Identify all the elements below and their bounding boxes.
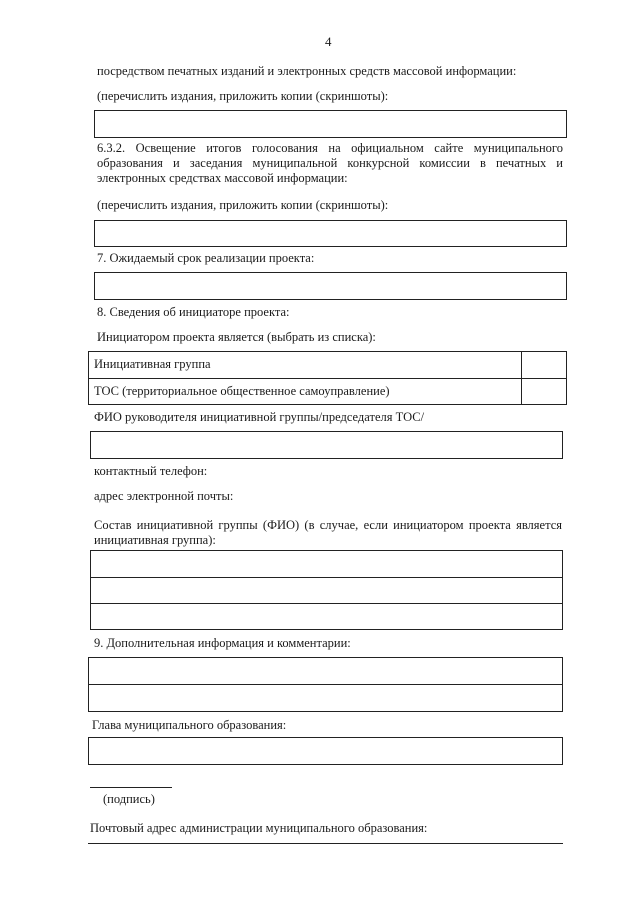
head-name-field[interactable] xyxy=(88,737,563,765)
leader-name-field[interactable] xyxy=(90,431,563,459)
group-member-row-1[interactable] xyxy=(91,551,562,576)
initiator-option-group: Инициативная группа xyxy=(94,357,211,371)
email-label: адрес электронной почты: xyxy=(94,489,234,503)
phone-label: контактный телефон: xyxy=(94,464,208,478)
initiator-option-tos: ТОС (территориальное общественное самоуправление) xyxy=(94,384,390,398)
list-hint-2: (перечислить издания, приложить копии (скриншоты): xyxy=(97,198,389,212)
initiator-prompt: Инициатором проекта является (выбрать из списка): xyxy=(97,330,376,344)
list-hint-1: (перечислить издания, приложить копии (скриншоты): xyxy=(97,89,389,103)
initiator-option-group-checkbox[interactable] xyxy=(522,352,566,377)
section-6-3-2-text: 6.3.2. Освещение итогов голосования на официальном сайте муниципального образования и заседания муниципальной конкурсной комиссии в печатных и электронных средствах массовой информации: xyxy=(97,141,563,185)
section-6-3-1-continuation: посредством печатных изданий и электронных средств массовой информации: xyxy=(97,64,517,78)
leader-label: ФИО руководителя инициативной группы/председателя ТОС/ xyxy=(94,410,425,424)
media-list-field-1[interactable] xyxy=(94,110,567,138)
section-8-label: 8. Сведения об инициаторе проекта: xyxy=(97,305,290,319)
postal-address-line[interactable] xyxy=(88,843,563,844)
postal-address-label: Почтовый адрес администрации муниципального образования: xyxy=(90,821,428,835)
section-7-label: 7. Ожидаемый срок реализации проекта: xyxy=(97,251,315,265)
media-list-field-2[interactable] xyxy=(94,220,567,247)
group-member-row-3[interactable] xyxy=(91,604,562,629)
initiator-option-tos-checkbox[interactable] xyxy=(522,379,566,404)
comments-row-1[interactable] xyxy=(89,658,562,684)
signature-line[interactable] xyxy=(90,787,172,788)
page-number: 4 xyxy=(325,34,332,49)
implementation-term-field[interactable] xyxy=(94,272,567,300)
section-9-label: 9. Дополнительная информация и комментарии: xyxy=(94,636,351,650)
comments-row-2[interactable] xyxy=(89,685,562,711)
group-member-row-2[interactable] xyxy=(91,578,562,602)
group-composition-text: Состав инициативной группы (ФИО) (в случае, если инициатором проекта является инициативная группа): xyxy=(94,518,562,547)
head-label: Глава муниципального образования: xyxy=(92,718,287,732)
signature-label: (подпись) xyxy=(103,792,155,806)
